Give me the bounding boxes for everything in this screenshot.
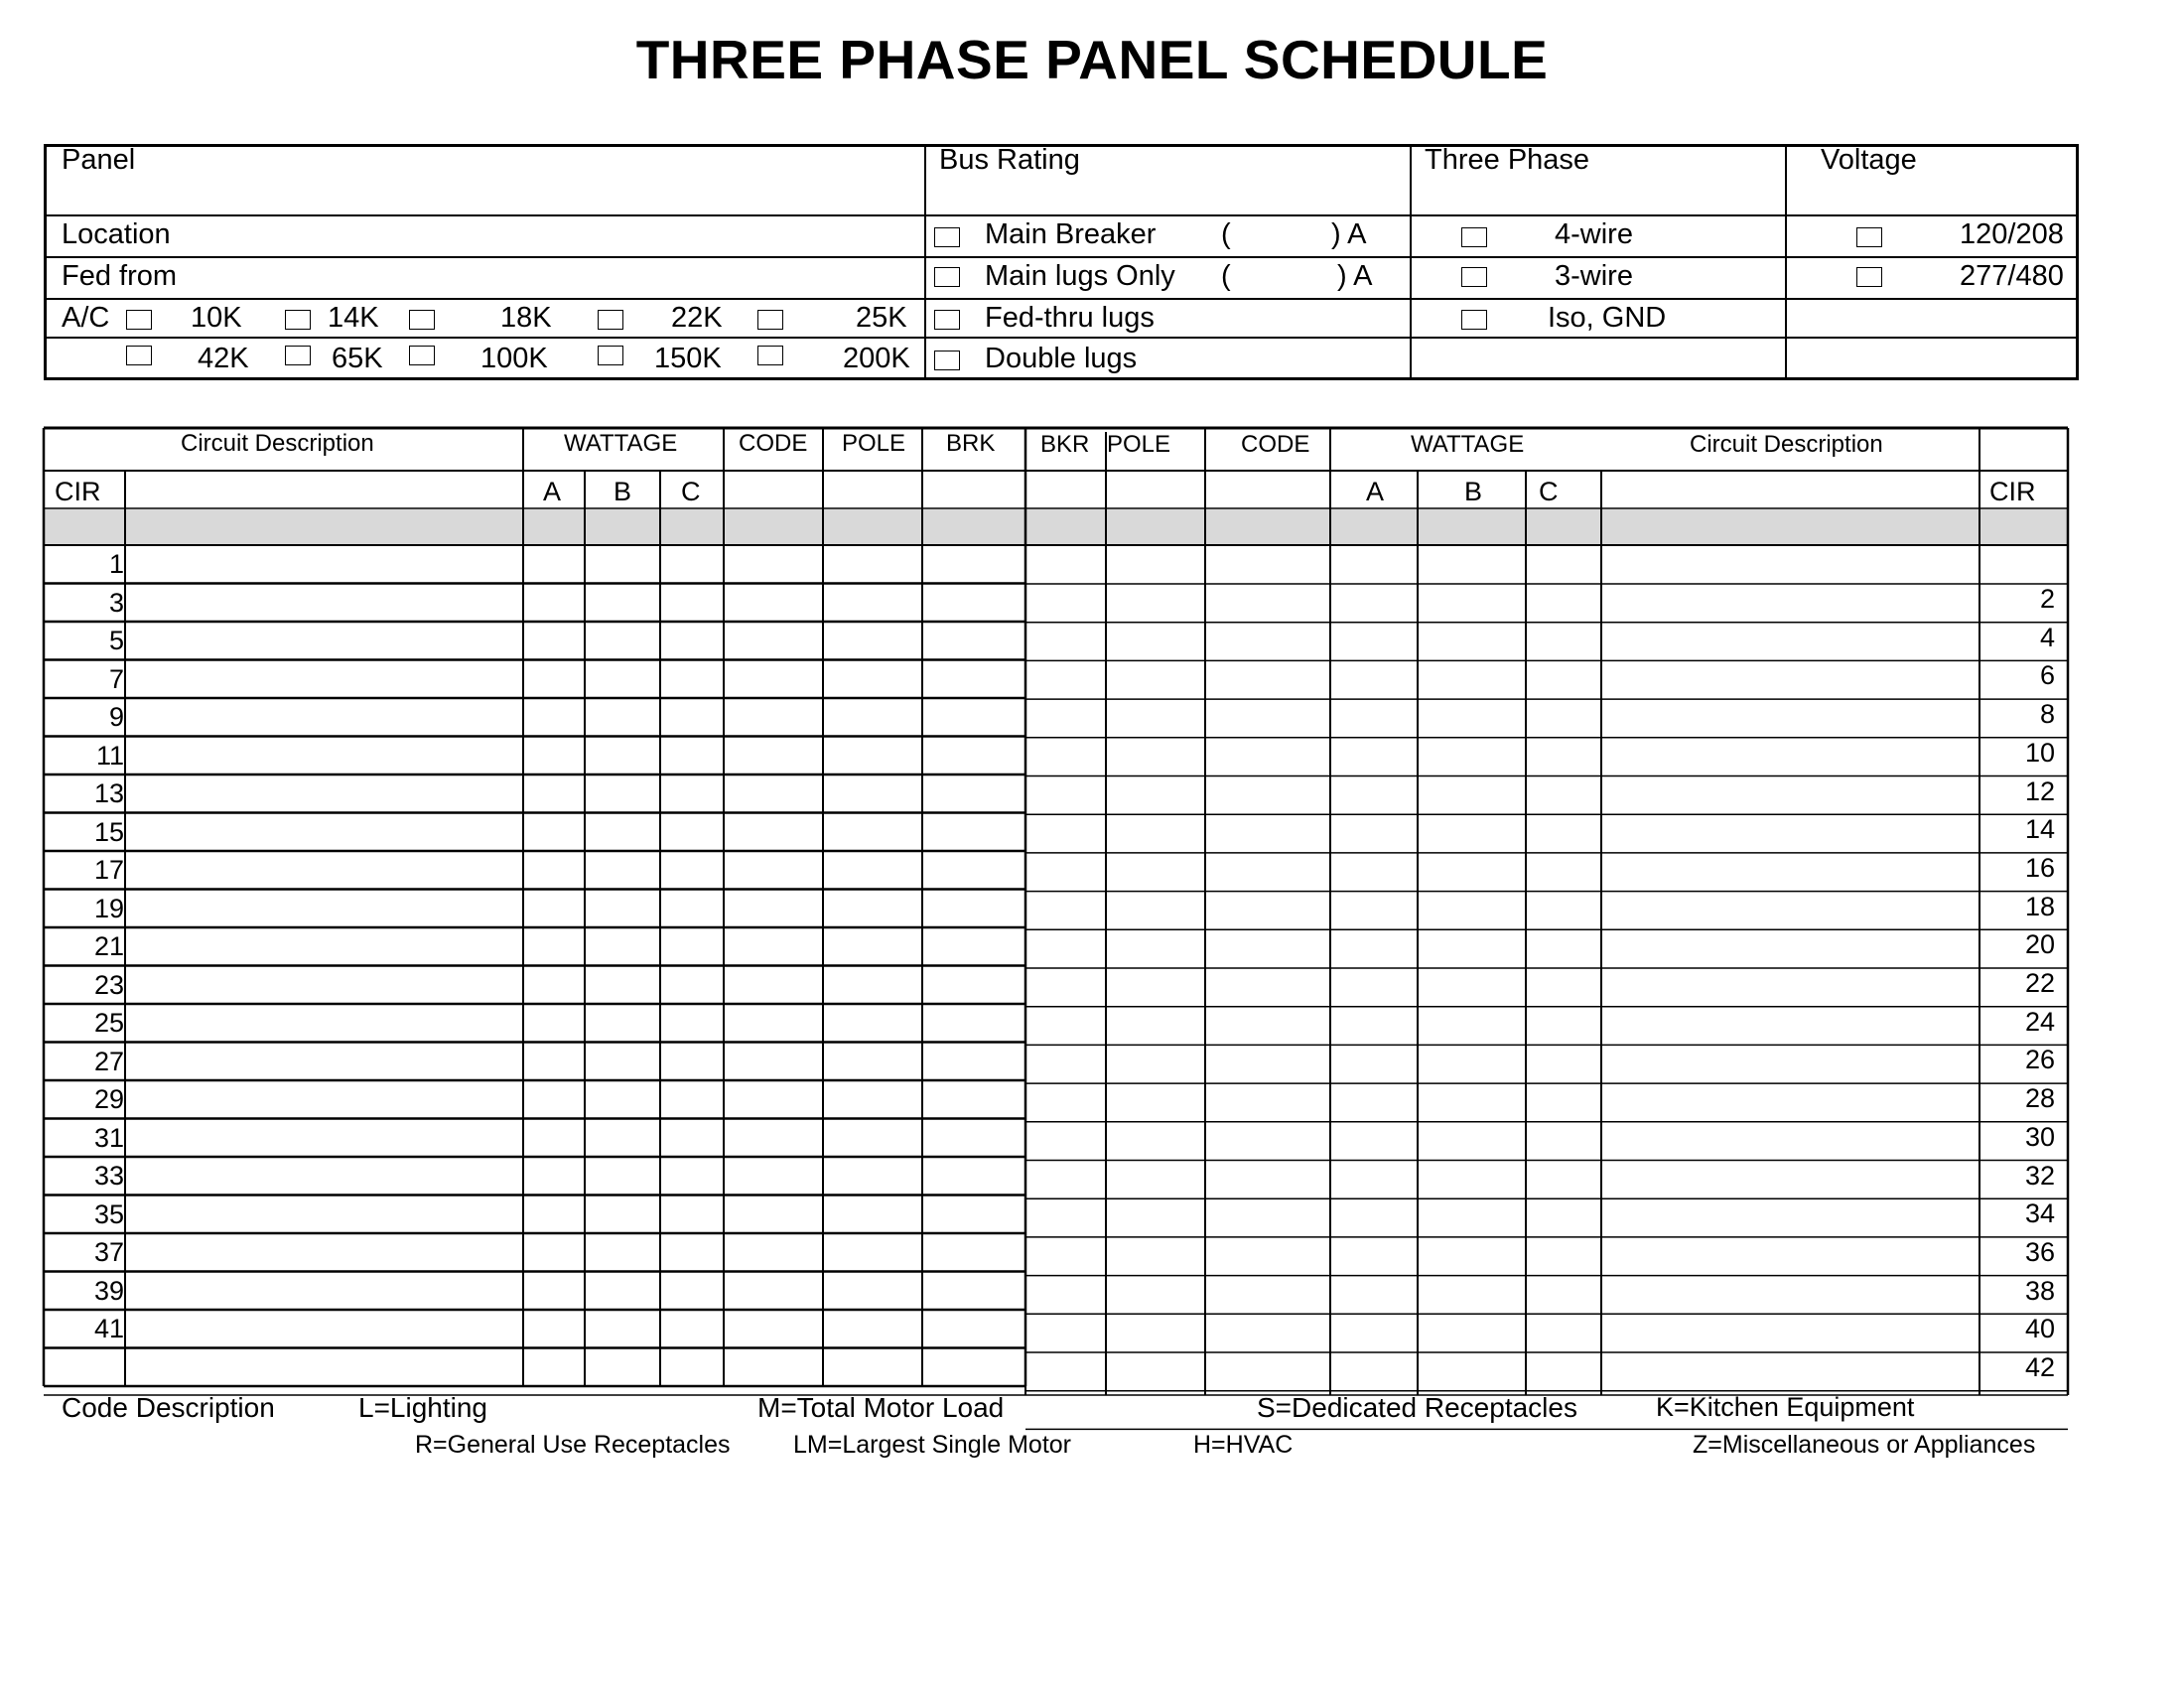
right-circuit-number: 12: [2024, 775, 2055, 806]
three-wire-label: 3-wire: [1555, 260, 1633, 292]
left-circuit-number: 23: [93, 969, 124, 1000]
right-circuit-number: 22: [2024, 968, 2055, 998]
right-circuit-number: 42: [2024, 1352, 2055, 1382]
page-title: THREE PHASE PANEL SCHEDULE: [635, 29, 1549, 90]
main-lugs-paren-open: (: [1221, 260, 1231, 292]
right-phase-b-header: B: [1464, 477, 1483, 506]
left-cir-header: CIR: [55, 477, 101, 506]
ac-65k-label: 65K: [332, 343, 383, 374]
right-bkr-header: BKR: [1040, 431, 1090, 458]
ac-18k-label: 18K: [500, 302, 552, 334]
left-circuit-number: 1: [108, 549, 124, 579]
legend-lighting: L=Lighting: [358, 1392, 488, 1423]
right-circuit-number: 30: [2024, 1121, 2055, 1152]
right-cir-header: CIR: [1989, 477, 2036, 506]
right-circuit-number: 28: [2024, 1083, 2055, 1114]
left-circuit-number: 11: [95, 740, 124, 771]
voltage-277-480-label: 277/480: [1960, 260, 2064, 292]
left-circuit-description-header: Circuit Description: [181, 430, 374, 457]
right-circuit-number: 26: [2024, 1045, 2055, 1075]
left-circuit-number: 19: [93, 893, 124, 923]
ac-100k-label: 100K: [480, 343, 548, 374]
left-circuit-number: 13: [93, 778, 124, 808]
ac-25k-label: 25K: [856, 302, 907, 334]
iso-gnd-label: Iso, GND: [1548, 302, 1667, 334]
main-breaker-amps-unit: ) A: [1331, 218, 1367, 250]
left-phase-b-header: B: [614, 477, 632, 506]
left-brk-header: BRK: [946, 430, 996, 457]
ac-200k-label: 200K: [843, 343, 910, 374]
ac-42k-label: 42K: [198, 343, 249, 374]
voltage-label: Voltage: [1821, 144, 1917, 176]
ac-label: A/C: [62, 302, 110, 334]
fed-from-label: Fed from: [62, 260, 178, 292]
legend-largest-single-motor: LM=Largest Single Motor: [793, 1431, 1072, 1459]
right-circuit-description-header: Circuit Description: [1690, 431, 1883, 458]
left-circuit-number: 21: [93, 931, 124, 961]
legend-miscellaneous-appliances: Z=Miscellaneous or Appliances: [1693, 1431, 2036, 1459]
right-circuit-number: 10: [2024, 737, 2055, 768]
left-circuit-number: 37: [93, 1237, 124, 1267]
code-description-label: Code Description: [62, 1392, 275, 1423]
right-circuit-number: 2: [2039, 584, 2055, 614]
left-circuit-number: 7: [108, 663, 124, 694]
left-wattage-header: WATTAGE: [564, 430, 678, 457]
left-circuit-number: 25: [93, 1008, 124, 1038]
right-circuit-number: 24: [2024, 1006, 2055, 1037]
legend-dedicated-receptacles: S=Dedicated Receptacles: [1257, 1392, 1577, 1423]
left-pole-header: POLE: [842, 430, 906, 457]
three-phase-label: Three Phase: [1425, 144, 1590, 176]
ac-22k-label: 22K: [671, 302, 723, 334]
location-label: Location: [62, 218, 171, 250]
right-circuit-number: 4: [2039, 622, 2055, 652]
main-breaker-label: Main Breaker: [985, 218, 1157, 250]
panel-label: Panel: [62, 144, 136, 176]
voltage-120-208-label: 120/208: [1960, 218, 2064, 250]
left-circuit-number: 33: [93, 1161, 124, 1191]
left-circuit-number: 35: [93, 1198, 124, 1229]
main-lugs-amps-unit: ) A: [1337, 260, 1373, 292]
right-shaded-row: [1025, 509, 2068, 545]
fed-thru-lugs-label: Fed-thru lugs: [985, 302, 1155, 334]
left-circuit-number: 15: [93, 816, 124, 847]
right-phase-a-header: A: [1366, 477, 1385, 506]
left-circuit-number: 3: [108, 587, 124, 618]
left-circuit-number: 41: [93, 1314, 124, 1343]
left-circuit-number: 17: [93, 855, 124, 885]
bus-rating-label: Bus Rating: [939, 144, 1080, 176]
legend-total-motor-load: M=Total Motor Load: [757, 1392, 1005, 1423]
left-shaded-row: [44, 509, 1025, 545]
left-circuit-number: 5: [108, 626, 124, 655]
right-circuit-number: 20: [2024, 929, 2055, 960]
ac-10k-label: 10K: [191, 302, 242, 334]
ac-150k-label: 150K: [654, 343, 722, 374]
left-code-header: CODE: [739, 430, 808, 457]
left-circuit-number: 27: [93, 1046, 124, 1076]
four-wire-label: 4-wire: [1555, 218, 1633, 250]
right-phase-c-header: C: [1539, 477, 1559, 506]
right-code-header: CODE: [1241, 431, 1310, 458]
left-phase-a-header: A: [543, 477, 562, 506]
main-breaker-paren-open: (: [1221, 218, 1231, 250]
left-phase-c-header: C: [681, 477, 701, 506]
right-circuit-number: 16: [2024, 852, 2055, 883]
double-lugs-label: Double lugs: [985, 343, 1138, 374]
right-circuit-number: 6: [2039, 660, 2055, 691]
left-circuit-number: 9: [108, 702, 124, 732]
right-circuit-number: 32: [2024, 1160, 2055, 1191]
right-circuit-number: 18: [2024, 891, 2055, 921]
right-circuit-number: 34: [2024, 1198, 2055, 1229]
right-pole-header: POLE: [1107, 431, 1171, 458]
legend-hvac: H=HVAC: [1193, 1431, 1294, 1459]
left-circuit-number: 29: [93, 1084, 124, 1114]
main-lugs-only-label: Main lugs Only: [985, 260, 1175, 292]
ac-14k-label: 14K: [328, 302, 379, 334]
right-circuit-number: 40: [2024, 1314, 2055, 1344]
right-circuit-number: 8: [2039, 699, 2055, 730]
right-wattage-header: WATTAGE: [1411, 431, 1525, 458]
legend-general-use-receptacles: R=General Use Receptacles: [415, 1431, 731, 1459]
right-circuit-number: 36: [2024, 1236, 2055, 1267]
legend-kitchen-equipment: K=Kitchen Equipment: [1656, 1392, 1915, 1422]
right-circuit-number: 38: [2024, 1275, 2055, 1306]
left-circuit-number: 31: [93, 1122, 124, 1153]
left-circuit-number: 39: [93, 1275, 124, 1306]
right-circuit-number: 14: [2024, 814, 2055, 845]
